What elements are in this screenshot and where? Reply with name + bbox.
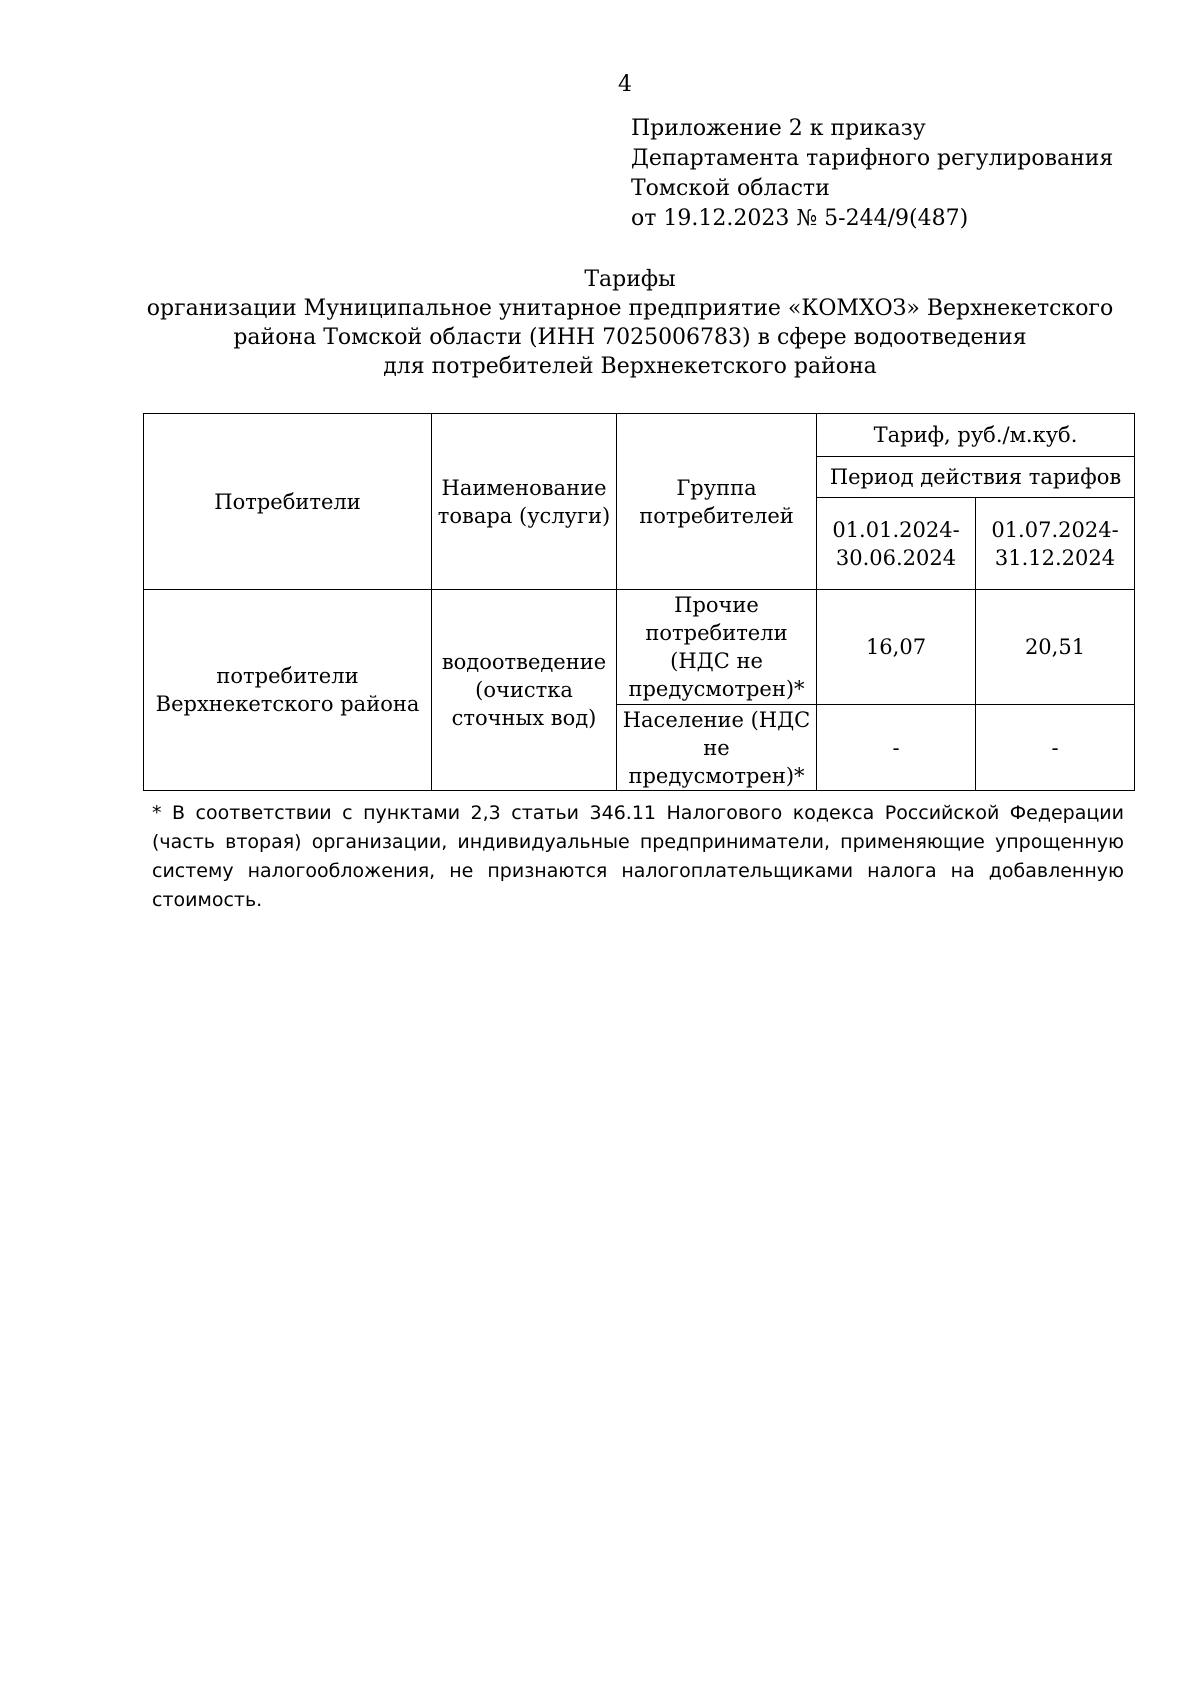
header-period-1: 01.01.2024-30.06.2024	[817, 498, 976, 590]
appendix-line: Департамента тарифного регулирования	[631, 146, 1114, 171]
appendix-reference	[631, 114, 1113, 234]
title-line: для потребителей Верхнекетского района	[383, 354, 877, 379]
tariff-value-cell: 20,51	[976, 590, 1135, 705]
service-cell: водоотведение (очистка сточных вод)	[432, 590, 617, 791]
consumer-cell: потребители Верхнекетского района	[144, 590, 432, 791]
title-line: организации Муниципальное унитарное предприятие «КОМХОЗ» Верхнекетского	[146, 296, 1114, 321]
title-line: Тарифы	[584, 267, 676, 292]
appendix-line: от 19.12.2023 № 5-244/9(487)	[631, 206, 969, 231]
header-period-2: 01.07.2024-31.12.2024	[976, 498, 1135, 590]
header-group: Группа потребителей	[617, 414, 817, 590]
title-line: района Томской области (ИНН 7025006783) в сфере водоотведения	[233, 325, 1027, 350]
header-period: Период действия тарифов	[817, 457, 1135, 498]
tariff-value-cell: -	[976, 705, 1135, 791]
appendix-line: Приложение 2 к приказу	[631, 116, 926, 141]
page-number: 4	[618, 72, 632, 97]
table-header-row	[144, 414, 1135, 457]
group-cell: Прочие потребители (НДС не предусмотрен)*	[617, 590, 817, 705]
group-cell: Население (НДС не предусмотрен)*	[617, 705, 817, 791]
tariff-table	[143, 413, 1135, 791]
document-title	[100, 265, 1160, 381]
tariff-value-cell: -	[817, 705, 976, 791]
header-service: Наименование товара (услуги)	[432, 414, 617, 590]
table-row	[144, 590, 1135, 705]
header-consumers: Потребители	[144, 414, 432, 590]
tariff-value-cell: 16,07	[817, 590, 976, 705]
footnote: * В соответствии с пунктами 2,3 статьи 346.11 Налогового кодекса Российской Федерации (часть вторая) организации, индивидуальные предприниматели, применяющие упрощенную систему налогообложения, не признаются налогоплательщиками налога на добавленную стоимость.	[152, 802, 1124, 911]
header-tariff: Тариф, руб./м.куб.	[817, 414, 1135, 457]
appendix-line: Томской области	[631, 176, 830, 201]
